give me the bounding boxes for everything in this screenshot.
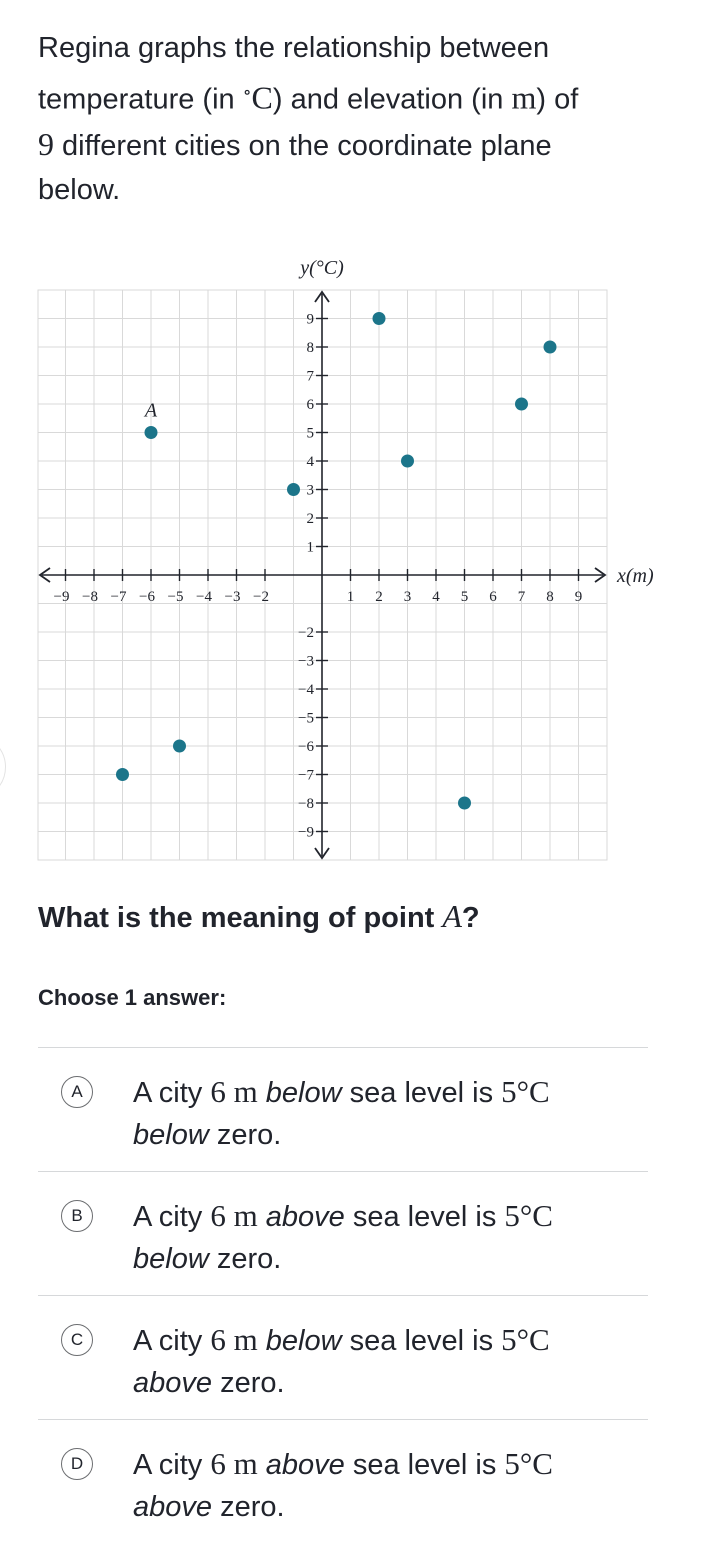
prompt-line2-post: ) of <box>536 83 579 116</box>
x-axis-label: x(m) <box>617 565 654 587</box>
x-tick-label: −6 <box>139 589 155 605</box>
choice-c-pre: A city <box>133 1325 211 1357</box>
question-point: A <box>442 898 462 934</box>
y-axis-label: y(°C) <box>300 257 344 279</box>
choice-b-pre: A city <box>133 1201 211 1233</box>
y-tick-label: 4 <box>306 454 314 470</box>
y-tick-label: 2 <box>306 511 314 527</box>
choice-d-temp: 5°C <box>504 1446 553 1481</box>
data-point <box>116 768 129 781</box>
choice-a-distance: 6 m <box>210 1074 258 1109</box>
choice-d-distance: 6 m <box>210 1446 258 1481</box>
point-label-a: A <box>144 399 158 422</box>
prompt-line1: Regina graphs the relationship between <box>38 32 550 64</box>
x-tick-label: −9 <box>53 589 70 605</box>
choice-b-temp: 5°C <box>504 1198 553 1233</box>
y-tick-label: −8 <box>298 796 314 812</box>
y-tick-label: −7 <box>298 767 314 784</box>
choice-a-letter: A <box>61 1076 93 1108</box>
y-tick-label: 3 <box>306 482 314 499</box>
coordinate-plane <box>0 240 706 870</box>
choice-a-text <box>133 1071 633 1156</box>
data-point <box>287 483 300 496</box>
y-tick-label: −9 <box>298 824 314 841</box>
question-pre: What is the meaning of point <box>38 902 443 934</box>
choice-c-letter: C <box>61 1324 93 1356</box>
problem-statement <box>38 26 688 212</box>
city-count: 9 <box>38 125 54 162</box>
choice-a-post: zero. <box>208 1119 282 1151</box>
data-point <box>145 426 158 439</box>
choice-c-text <box>133 1319 633 1404</box>
data-point <box>515 398 528 411</box>
choice-a[interactable] <box>38 1047 648 1171</box>
y-tick-label: 6 <box>306 397 314 413</box>
choice-b[interactable] <box>38 1171 648 1295</box>
data-point <box>544 341 557 354</box>
question-text <box>38 898 480 935</box>
choice-a-mid: sea level is <box>341 1077 502 1109</box>
prompt-line4: below. <box>38 173 121 206</box>
x-tick-label: 1 <box>346 589 355 605</box>
x-tick-label: 6 <box>489 589 497 605</box>
data-points <box>116 312 557 810</box>
choice-c-temp: 5°C <box>501 1322 550 1357</box>
x-tick-label: −2 <box>253 589 269 605</box>
choice-c-temp-dir: above <box>133 1367 213 1399</box>
prompt-line2-mid: ) and elevation (in <box>272 83 512 116</box>
x-tick-label: 7 <box>517 589 526 605</box>
choice-d-text <box>133 1443 633 1528</box>
y-tick-label: 7 <box>306 368 314 385</box>
choose-instruction: Choose 1 answer: <box>38 985 227 1010</box>
choice-a-pre: A city <box>133 1077 211 1109</box>
choice-b-elevation-dir: above <box>265 1201 345 1233</box>
choice-c-post: zero. <box>212 1367 285 1399</box>
data-point <box>173 740 186 753</box>
x-tick-label: −7 <box>110 589 127 605</box>
x-tick-label: −4 <box>196 589 212 605</box>
meter-unit: m <box>511 79 537 116</box>
x-tick-label: 3 <box>403 589 412 605</box>
data-point <box>458 797 471 810</box>
choice-d-letter: D <box>61 1448 93 1480</box>
y-tick-label: −3 <box>298 653 314 670</box>
x-tick-label: 5 <box>460 589 469 605</box>
choice-a-elevation-dir: below <box>265 1077 342 1109</box>
y-tick-label: −6 <box>298 739 314 755</box>
choice-b-letter: B <box>61 1200 93 1232</box>
choice-d-pre: A city <box>133 1449 211 1481</box>
answer-choices <box>38 1047 648 1543</box>
x-tick-label: 2 <box>375 589 383 605</box>
choice-a-temp: 5°C <box>501 1074 550 1109</box>
choice-d-post: zero. <box>212 1491 285 1523</box>
question-post: ? <box>461 902 480 934</box>
data-point <box>401 455 414 468</box>
y-tick-label: 1 <box>306 539 314 556</box>
y-tick-label: −4 <box>298 682 314 698</box>
choice-d-mid: sea level is <box>344 1449 505 1481</box>
x-tick-label: −3 <box>224 589 241 605</box>
choice-b-text <box>133 1195 633 1280</box>
choice-c[interactable] <box>38 1295 648 1419</box>
choice-c-elevation-dir: below <box>265 1325 342 1357</box>
tick-labels <box>54 312 583 841</box>
choice-b-distance: 6 m <box>210 1198 258 1233</box>
y-tick-label: −5 <box>298 710 314 727</box>
choice-a-temp-dir: below <box>133 1119 209 1151</box>
x-tick-label: −5 <box>167 589 184 605</box>
y-tick-label: 5 <box>306 425 314 442</box>
choice-b-mid: sea level is <box>344 1201 505 1233</box>
x-tick-label: 9 <box>574 589 583 605</box>
choice-d[interactable] <box>38 1419 648 1543</box>
prompt-line2-pre: temperature (in <box>38 83 243 116</box>
x-tick-label: 8 <box>546 589 554 605</box>
choice-c-distance: 6 m <box>210 1322 258 1357</box>
choice-d-temp-dir: above <box>133 1491 213 1523</box>
y-tick-label: 9 <box>306 311 314 328</box>
data-point <box>373 312 386 325</box>
choice-b-temp-dir: below <box>133 1243 209 1275</box>
y-tick-label: −2 <box>298 625 314 641</box>
y-tick-label: 8 <box>306 340 314 356</box>
choice-d-elevation-dir: above <box>265 1449 345 1481</box>
x-tick-label: 4 <box>432 589 440 605</box>
x-tick-label: −8 <box>82 589 98 605</box>
choice-c-mid: sea level is <box>341 1325 502 1357</box>
prompt-line3-post: different cities on the coordinate plane <box>54 129 552 162</box>
choice-b-post: zero. <box>208 1243 282 1275</box>
degree-symbol: ∘ <box>242 82 252 102</box>
celsius-unit: C <box>251 79 273 116</box>
